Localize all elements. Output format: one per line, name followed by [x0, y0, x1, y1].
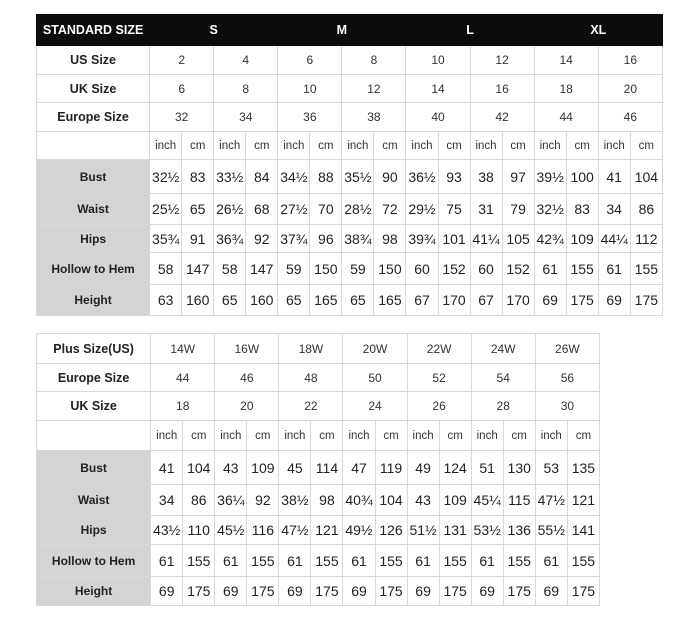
size-cell: 8	[214, 75, 278, 103]
measurement-value: 65	[278, 285, 310, 316]
size-cell: 10	[278, 75, 342, 103]
plus-measurement-row	[37, 577, 600, 606]
measurement-value: 175	[566, 285, 598, 316]
measurement-value: 38	[470, 160, 502, 194]
unit-label: cm	[502, 132, 534, 160]
unit-label: inch	[470, 132, 502, 160]
measurement-value: 47½	[279, 516, 311, 545]
standard-size-heading: STANDARD SIZE	[37, 15, 150, 46]
measurement-value: 42¾	[534, 225, 566, 253]
measurement-value: 175	[247, 577, 279, 606]
measurement-value: 32½	[150, 160, 182, 194]
measurement-value: 69	[151, 577, 183, 606]
unit-label: inch	[535, 421, 567, 451]
measurement-value: 34	[151, 485, 183, 516]
measurement-value: 31	[470, 194, 502, 225]
measurement-value: 155	[375, 545, 407, 577]
measurement-value: 72	[374, 194, 406, 225]
size-letter-s: S	[150, 15, 278, 46]
measurement-value: 160	[246, 285, 278, 316]
measurement-value: 61	[471, 545, 503, 577]
measurement-value: 155	[503, 545, 535, 577]
measurement-value: 104	[375, 485, 407, 516]
measurement-value: 110	[183, 516, 215, 545]
measurement-value: 104	[183, 451, 215, 485]
measurement-value: 36½	[406, 160, 438, 194]
measurement-value: 34½	[278, 160, 310, 194]
measurement-row	[37, 194, 663, 225]
measurement-value: 36¾	[214, 225, 246, 253]
measurement-value: 83	[566, 194, 598, 225]
plus-unit-row-spacer	[37, 421, 151, 451]
measurement-label: Bust	[37, 160, 150, 194]
measurement-value: 60	[406, 253, 438, 285]
plus-size-cell: 50	[343, 364, 407, 392]
measurement-value: 61	[343, 545, 375, 577]
unit-label: inch	[343, 421, 375, 451]
measurement-row	[37, 253, 663, 285]
size-row	[37, 46, 663, 75]
measurement-value: 61	[279, 545, 311, 577]
measurement-value: 175	[439, 577, 471, 606]
size-cell: 42	[470, 103, 534, 132]
measurement-value: 152	[502, 253, 534, 285]
measurement-value: 65	[182, 194, 214, 225]
measurement-value: 69	[598, 285, 630, 316]
measurement-value: 37¾	[278, 225, 310, 253]
measurement-label: Bust	[37, 451, 151, 485]
measurement-value: 121	[567, 485, 599, 516]
measurement-value: 86	[630, 194, 662, 225]
measurement-value: 49	[407, 451, 439, 485]
size-cell: 46	[598, 103, 662, 132]
measurement-value: 155	[567, 545, 599, 577]
plus-size-cell: 54	[471, 364, 535, 392]
size-row-label: US Size	[37, 46, 150, 75]
measurement-value: 104	[630, 160, 662, 194]
size-cell: 6	[278, 46, 342, 75]
measurement-value: 41	[598, 160, 630, 194]
measurement-value: 49½	[343, 516, 375, 545]
unit-label: inch	[150, 132, 182, 160]
size-row-label: UK Size	[37, 75, 150, 103]
unit-row	[37, 132, 663, 160]
unit-label: inch	[214, 132, 246, 160]
unit-label: cm	[183, 421, 215, 451]
unit-label: cm	[246, 132, 278, 160]
measurement-value: 51	[471, 451, 503, 485]
measurement-value: 116	[247, 516, 279, 545]
measurement-value: 109	[566, 225, 598, 253]
measurement-value: 32½	[534, 194, 566, 225]
measurement-value: 131	[439, 516, 471, 545]
measurement-value: 175	[567, 577, 599, 606]
plus-size-row-label: Europe Size	[37, 364, 151, 392]
measurement-value: 43½	[151, 516, 183, 545]
measurement-value: 43	[407, 485, 439, 516]
unit-label: inch	[151, 421, 183, 451]
measurement-value: 175	[375, 577, 407, 606]
plus-size-cell: 46	[215, 364, 279, 392]
size-cell: 18	[534, 75, 598, 103]
measurement-value: 124	[439, 451, 471, 485]
size-letter-l: L	[406, 15, 534, 46]
measurement-value: 61	[534, 253, 566, 285]
plus-size-table	[36, 333, 600, 606]
measurement-value: 65	[342, 285, 374, 316]
plus-size-cell: 22W	[407, 334, 471, 364]
measurement-value: 150	[310, 253, 342, 285]
standard-size-table	[36, 14, 663, 316]
size-cell: 16	[470, 75, 534, 103]
measurement-value: 44¼	[598, 225, 630, 253]
measurement-value: 45¼	[471, 485, 503, 516]
measurement-value: 45	[279, 451, 311, 485]
measurement-value: 92	[246, 225, 278, 253]
measurement-value: 119	[375, 451, 407, 485]
measurement-value: 160	[182, 285, 214, 316]
plus-size-cell: 24	[343, 392, 407, 421]
measurement-label: Height	[37, 285, 150, 316]
measurement-value: 61	[215, 545, 247, 577]
measurement-value: 92	[247, 485, 279, 516]
size-letter-xl: XL	[534, 15, 662, 46]
plus-size-cell: 14W	[151, 334, 215, 364]
unit-label: inch	[598, 132, 630, 160]
plus-size-row	[37, 334, 600, 364]
measurement-value: 45½	[215, 516, 247, 545]
unit-label: cm	[311, 421, 343, 451]
measurement-value: 112	[630, 225, 662, 253]
measurement-value: 152	[438, 253, 470, 285]
size-cell: 14	[534, 46, 598, 75]
measurement-value: 63	[150, 285, 182, 316]
measurement-value: 61	[535, 545, 567, 577]
plus-size-cell: 48	[279, 364, 343, 392]
measurement-row	[37, 285, 663, 316]
plus-unit-row	[37, 421, 600, 451]
size-cell: 20	[598, 75, 662, 103]
measurement-value: 39½	[534, 160, 566, 194]
measurement-value: 88	[310, 160, 342, 194]
measurement-value: 175	[630, 285, 662, 316]
size-cell: 34	[214, 103, 278, 132]
measurement-value: 79	[502, 194, 534, 225]
unit-label: cm	[438, 132, 470, 160]
unit-label: cm	[566, 132, 598, 160]
measurement-value: 38¾	[342, 225, 374, 253]
measurement-value: 93	[438, 160, 470, 194]
measurement-value: 109	[439, 485, 471, 516]
size-row-label: Europe Size	[37, 103, 150, 132]
measurement-value: 59	[342, 253, 374, 285]
measurement-value: 175	[183, 577, 215, 606]
size-row	[37, 103, 663, 132]
size-cell: 38	[342, 103, 406, 132]
size-letter-m: M	[278, 15, 406, 46]
measurement-value: 175	[503, 577, 535, 606]
measurement-value: 114	[311, 451, 343, 485]
plus-size-cell: 26W	[535, 334, 599, 364]
plus-size-cell: 28	[471, 392, 535, 421]
unit-label: inch	[534, 132, 566, 160]
unit-label: cm	[310, 132, 342, 160]
measurement-value: 27½	[278, 194, 310, 225]
measurement-value: 53	[535, 451, 567, 485]
measurement-value: 98	[374, 225, 406, 253]
measurement-value: 101	[438, 225, 470, 253]
measurement-value: 35¾	[150, 225, 182, 253]
unit-label: cm	[630, 132, 662, 160]
measurement-value: 58	[150, 253, 182, 285]
measurement-value: 35½	[342, 160, 374, 194]
measurement-value: 43	[215, 451, 247, 485]
measurement-label: Waist	[37, 194, 150, 225]
plus-size-cell: 52	[407, 364, 471, 392]
measurement-value: 170	[502, 285, 534, 316]
measurement-value: 61	[598, 253, 630, 285]
plus-size-row-label: UK Size	[37, 392, 151, 421]
measurement-value: 109	[247, 451, 279, 485]
measurement-value: 90	[374, 160, 406, 194]
measurement-value: 34	[598, 194, 630, 225]
standard-header-row	[37, 15, 663, 46]
measurement-value: 155	[183, 545, 215, 577]
measurement-value: 59	[278, 253, 310, 285]
measurement-value: 155	[247, 545, 279, 577]
unit-label: inch	[278, 132, 310, 160]
measurement-value: 47	[343, 451, 375, 485]
measurement-value: 69	[279, 577, 311, 606]
measurement-value: 150	[374, 253, 406, 285]
measurement-row	[37, 160, 663, 194]
size-cell: 12	[342, 75, 406, 103]
size-cell: 16	[598, 46, 662, 75]
measurement-value: 69	[215, 577, 247, 606]
size-cell: 14	[406, 75, 470, 103]
size-cell: 4	[214, 46, 278, 75]
measurement-value: 155	[630, 253, 662, 285]
measurement-value: 61	[407, 545, 439, 577]
measurement-value: 61	[151, 545, 183, 577]
plus-size-cell: 56	[535, 364, 599, 392]
measurement-value: 115	[503, 485, 535, 516]
measurement-value: 69	[407, 577, 439, 606]
plus-size-cell: 26	[407, 392, 471, 421]
measurement-value: 70	[310, 194, 342, 225]
unit-label: inch	[471, 421, 503, 451]
plus-size-cell: 16W	[215, 334, 279, 364]
measurement-label: Hollow to Hem	[37, 545, 151, 577]
plus-size-cell: 22	[279, 392, 343, 421]
measurement-value: 75	[438, 194, 470, 225]
unit-row-spacer	[37, 132, 150, 160]
measurement-label: Height	[37, 577, 151, 606]
unit-label: cm	[247, 421, 279, 451]
measurement-value: 147	[246, 253, 278, 285]
measurement-label: Waist	[37, 485, 151, 516]
size-cell: 12	[470, 46, 534, 75]
size-row	[37, 75, 663, 103]
measurement-value: 69	[471, 577, 503, 606]
measurement-value: 67	[406, 285, 438, 316]
unit-label: cm	[182, 132, 214, 160]
measurement-value: 39¾	[406, 225, 438, 253]
measurement-value: 29½	[406, 194, 438, 225]
unit-label: cm	[375, 421, 407, 451]
plus-size-cell: 20	[215, 392, 279, 421]
unit-label: inch	[407, 421, 439, 451]
plus-measurement-row	[37, 485, 600, 516]
measurement-value: 51½	[407, 516, 439, 545]
measurement-value: 98	[311, 485, 343, 516]
unit-label: cm	[567, 421, 599, 451]
measurement-value: 141	[567, 516, 599, 545]
measurement-value: 41¼	[470, 225, 502, 253]
size-cell: 6	[150, 75, 214, 103]
plus-measurement-row	[37, 545, 600, 577]
plus-size-cell: 44	[151, 364, 215, 392]
measurement-value: 130	[503, 451, 535, 485]
measurement-value: 69	[534, 285, 566, 316]
unit-label: cm	[374, 132, 406, 160]
measurement-value: 53½	[471, 516, 503, 545]
measurement-value: 25½	[150, 194, 182, 225]
size-cell: 8	[342, 46, 406, 75]
measurement-value: 60	[470, 253, 502, 285]
measurement-value: 84	[246, 160, 278, 194]
measurement-value: 165	[374, 285, 406, 316]
plus-size-row-label: Plus Size(US)	[37, 334, 151, 364]
size-cell: 2	[150, 46, 214, 75]
measurement-value: 96	[310, 225, 342, 253]
plus-measurement-row	[37, 516, 600, 545]
size-cell: 40	[406, 103, 470, 132]
measurement-value: 97	[502, 160, 534, 194]
measurement-value: 40¾	[343, 485, 375, 516]
measurement-value: 33½	[214, 160, 246, 194]
measurement-label: Hips	[37, 516, 151, 545]
size-cell: 32	[150, 103, 214, 132]
measurement-value: 67	[470, 285, 502, 316]
size-cell: 10	[406, 46, 470, 75]
measurement-row	[37, 225, 663, 253]
measurement-value: 121	[311, 516, 343, 545]
measurement-value: 136	[503, 516, 535, 545]
size-cell: 36	[278, 103, 342, 132]
plus-size-cell: 20W	[343, 334, 407, 364]
measurement-value: 135	[567, 451, 599, 485]
measurement-value: 65	[214, 285, 246, 316]
plus-size-row	[37, 392, 600, 421]
measurement-value: 26½	[214, 194, 246, 225]
measurement-value: 69	[535, 577, 567, 606]
unit-label: inch	[215, 421, 247, 451]
size-cell: 44	[534, 103, 598, 132]
measurement-value: 28½	[342, 194, 374, 225]
measurement-label: Hollow to Hem	[37, 253, 150, 285]
measurement-value: 155	[439, 545, 471, 577]
unit-label: cm	[503, 421, 535, 451]
measurement-value: 38½	[279, 485, 311, 516]
measurement-value: 147	[182, 253, 214, 285]
measurement-value: 155	[566, 253, 598, 285]
unit-label: inch	[406, 132, 438, 160]
measurement-value: 41	[151, 451, 183, 485]
measurement-value: 175	[311, 577, 343, 606]
measurement-value: 105	[502, 225, 534, 253]
measurement-value: 68	[246, 194, 278, 225]
measurement-label: Hips	[37, 225, 150, 253]
unit-label: cm	[439, 421, 471, 451]
measurement-value: 165	[310, 285, 342, 316]
plus-size-cell: 18W	[279, 334, 343, 364]
measurement-value: 83	[182, 160, 214, 194]
plus-measurement-row	[37, 451, 600, 485]
unit-label: inch	[342, 132, 374, 160]
measurement-value: 58	[214, 253, 246, 285]
measurement-value: 47½	[535, 485, 567, 516]
plus-size-row	[37, 364, 600, 392]
measurement-value: 69	[343, 577, 375, 606]
measurement-value: 155	[311, 545, 343, 577]
measurement-value: 36¼	[215, 485, 247, 516]
measurement-value: 55½	[535, 516, 567, 545]
measurement-value: 91	[182, 225, 214, 253]
plus-size-cell: 18	[151, 392, 215, 421]
measurement-value: 100	[566, 160, 598, 194]
measurement-value: 126	[375, 516, 407, 545]
measurement-value: 170	[438, 285, 470, 316]
plus-size-cell: 30	[535, 392, 599, 421]
unit-label: inch	[279, 421, 311, 451]
measurement-value: 86	[183, 485, 215, 516]
plus-size-cell: 24W	[471, 334, 535, 364]
